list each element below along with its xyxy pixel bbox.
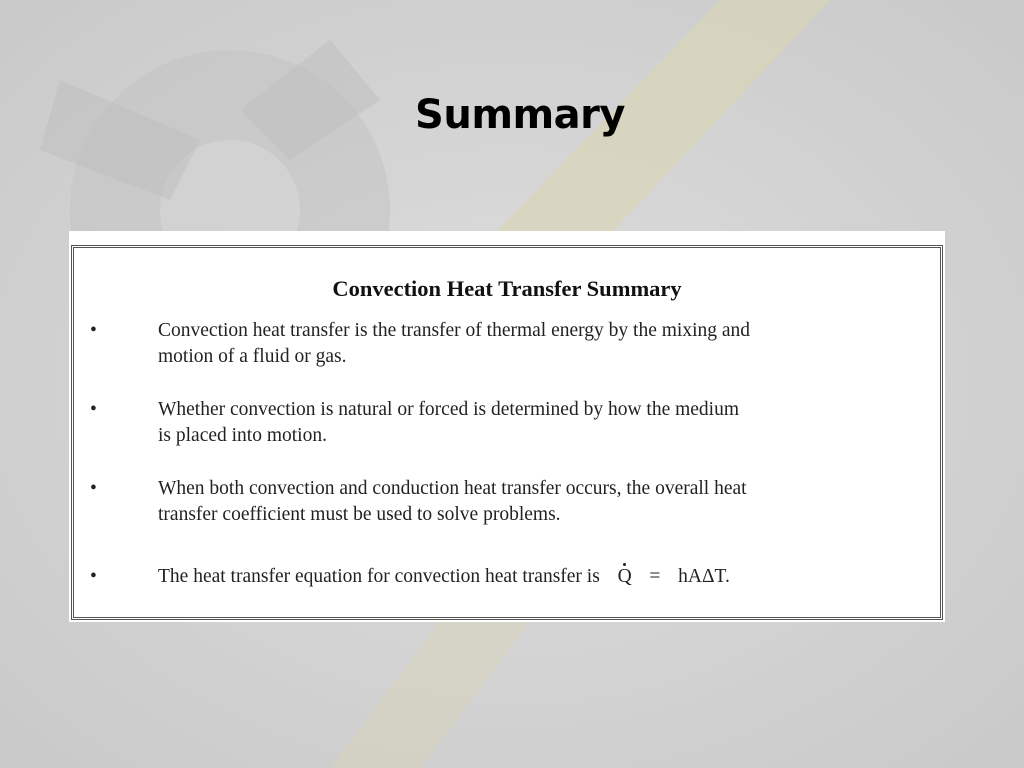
bullet-line: The heat transfer equation for convection heat transfer is — [158, 566, 600, 587]
summary-box — [69, 231, 945, 622]
q-dot-symbol: Q — [618, 564, 632, 590]
bullet-marker: • — [90, 566, 97, 587]
bullet-line: Whether convection is natural or forced is determined by how the medium — [158, 399, 740, 420]
bullet-line: When both convection and conduction heat transfer occurs, the overall heat — [158, 478, 747, 499]
bullet-marker: • — [90, 399, 97, 420]
bullet-text — [158, 476, 878, 528]
summary-box-title: Convection Heat Transfer Summary — [332, 276, 682, 301]
equation-equals: = — [649, 566, 661, 587]
bullet-text — [158, 397, 878, 449]
bullet-marker: • — [90, 478, 97, 499]
slide-title: Summary — [415, 92, 625, 138]
bullet-line: Convection heat transfer is the transfer of thermal energy by the mixing and — [158, 320, 751, 341]
bullet-line: transfer coefficient must be used to solve problems. — [158, 504, 561, 525]
bullet-text — [158, 564, 878, 590]
bullet-line: motion of a fluid or gas. — [158, 346, 347, 367]
summary-frame — [71, 245, 943, 620]
bullet-marker: • — [90, 320, 97, 341]
equation-rhs: hAΔT. — [678, 566, 730, 587]
bullet-text — [158, 318, 878, 370]
bullet-line: is placed into motion. — [158, 425, 327, 446]
